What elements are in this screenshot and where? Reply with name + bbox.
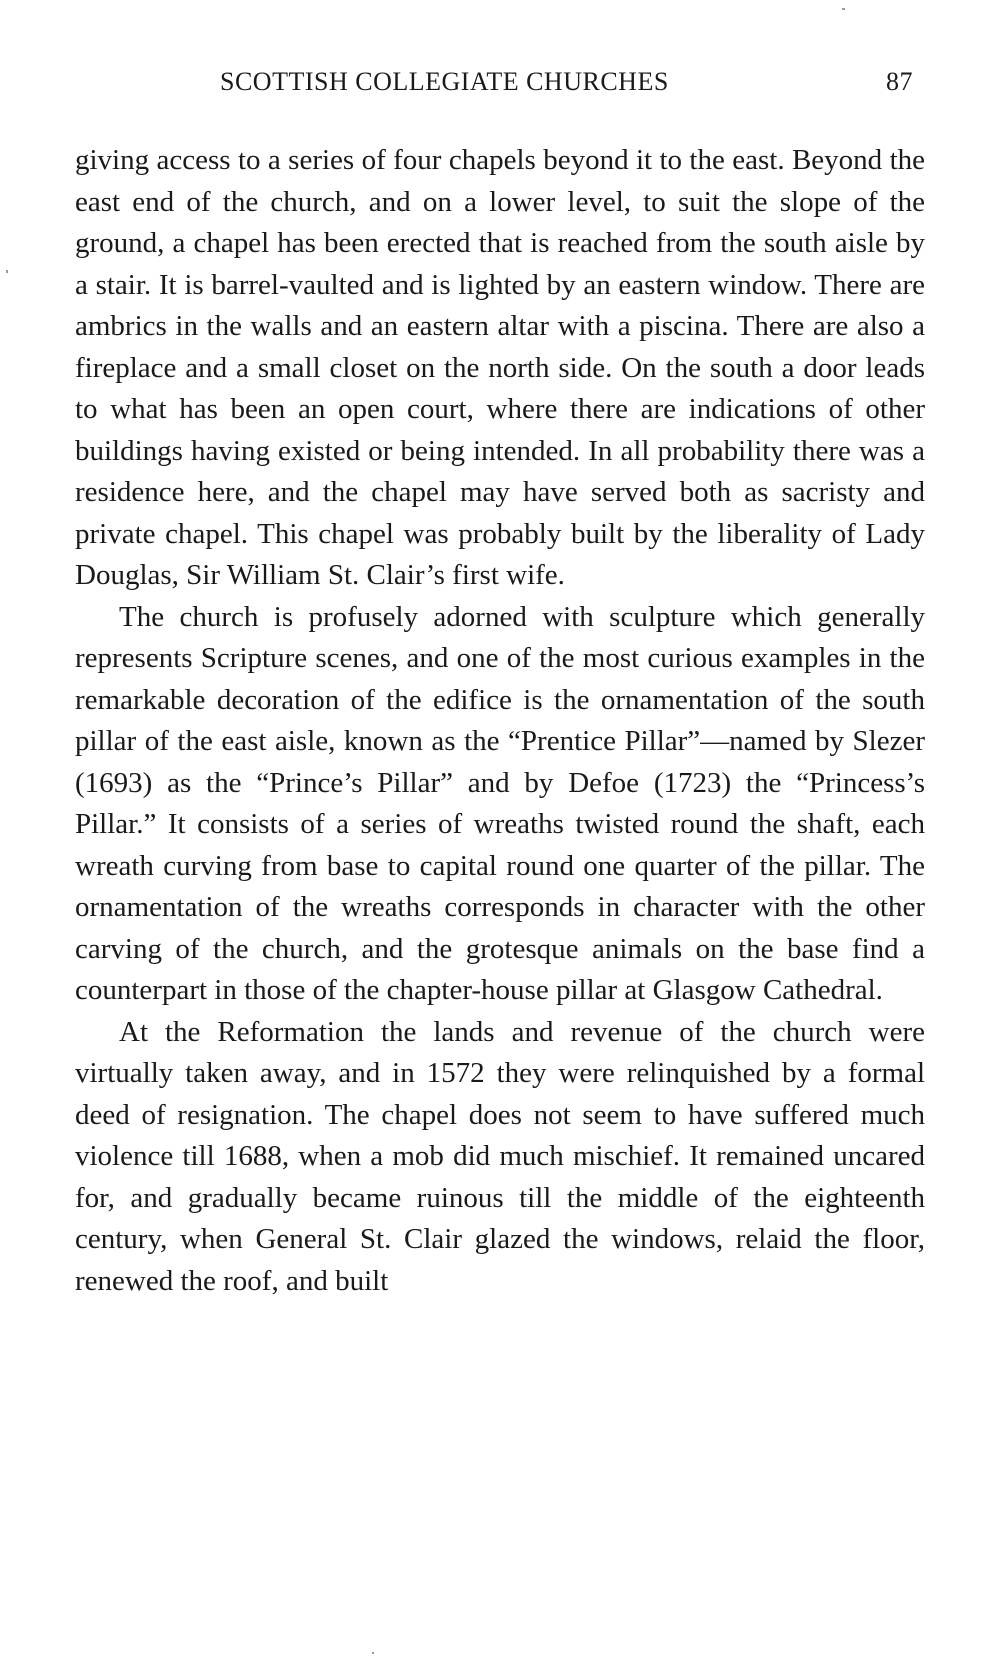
scan-edge-mark-top — [842, 8, 845, 10]
paragraph-chapel-description: giving access to a series of four chapels beyond it to the east. Beyond the east end of the church, and on a lower level, to suit the slope of the ground, a chapel has been erected that is reached from the south aisle by a stair. It is barrel-vaulted and is lighted by an eastern window. There are ambrics in the walls and an eastern altar with a piscina. There are also a fireplace and a small closet on the north side. On the south a door leads to what has been an open court, where there are indications of other buildings having existed or being intended. In all probability there was a residence here, and the chapel may have served both as sacristy and private chapel. This chapel was probably built by the liberality of Lady Douglas, Sir William St. Clair’s first wife. — [75, 144, 925, 591]
page-number: 87 — [886, 67, 913, 96]
scan-edge-mark-left — [6, 270, 8, 273]
scan-edge-mark-bottom — [372, 1652, 374, 1654]
paragraph-prentice-pillar: The church is profusely adorned with sculpture which generally represents Scripture scenes, and one of the most curious examples in the remarkable decoration of the edifice is the ornamentation of the south pillar of the east aisle, known as the “Prentice Pillar”—named by Slezer (1693) as the “Prince’s Pillar” and by Defoe (1723) the “Princess’s Pillar.” It consists of a series of wreaths twisted round the shaft, each wreath curving from base to capital round one quarter of the pillar. The ornamentation of the wreaths corresponds in character with the other carving of the church, and the grotesque animals on the base find a counterpart in those of the chapter-house pillar at Glasgow Cathedral. — [75, 600, 925, 1006]
body-text — [75, 140, 925, 1302]
running-head-title: SCOTTISH COLLEGIATE CHURCHES — [220, 67, 669, 96]
running-head — [75, 62, 925, 102]
paragraph-reformation: At the Reformation the lands and revenue of the church were virtually taken away, and in 1572 they were relinquished by a formal deed of resignation. The chapel does not seem to have suffered much violence till 1688, when a mob did much mischief. It remained uncared for, and gradually became ruinous till the middle of the eighteenth century, when General St. Clair glazed the windows, relaid the floor, renewed the roof, and built — [75, 1015, 925, 1297]
